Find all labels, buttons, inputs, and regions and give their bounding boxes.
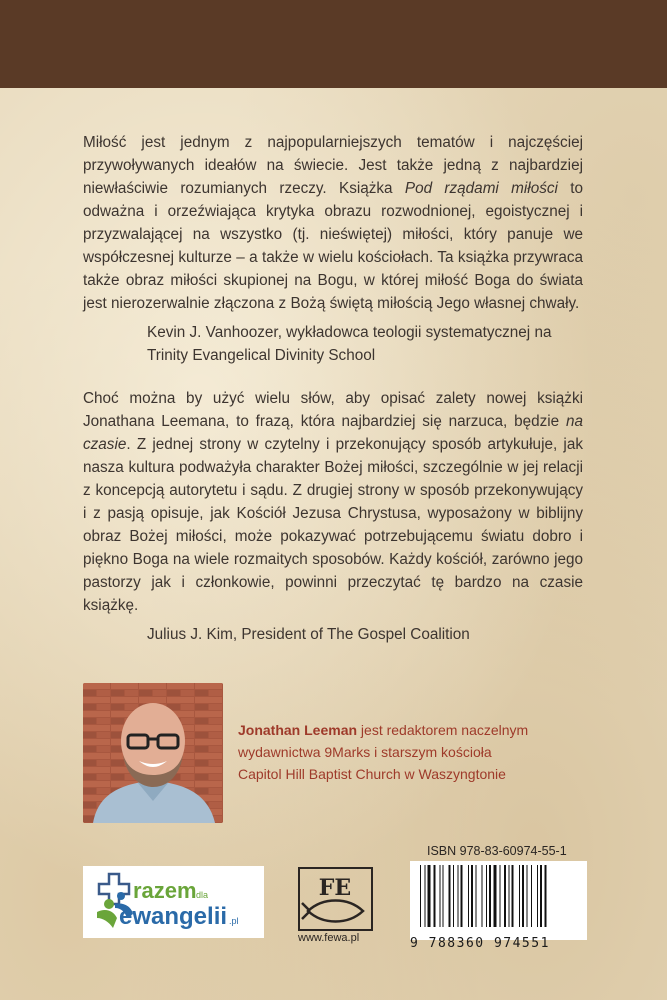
barcode-bar bbox=[449, 865, 451, 927]
barcode-bar bbox=[428, 865, 431, 927]
barcode-bar bbox=[489, 865, 491, 927]
logo-word-razem: razem bbox=[133, 878, 197, 903]
endorsement-kim bbox=[83, 387, 583, 646]
endorsement-attribution bbox=[147, 623, 583, 646]
logo-word-dla: dla bbox=[196, 890, 209, 900]
endorser-description: , wykładowca teologii systematycznej na Trinity Evangelical Divinity School bbox=[147, 324, 552, 364]
barcode-bar bbox=[468, 865, 469, 927]
barcode-bar bbox=[540, 865, 542, 927]
endorsement-vanhoozer bbox=[83, 131, 583, 367]
barcode-bar bbox=[440, 865, 441, 927]
barcode-bar bbox=[527, 865, 528, 927]
isbn-barcode-digits: 9 788360 974551 bbox=[410, 936, 550, 951]
barcode-bar bbox=[545, 865, 547, 927]
fewa-logo-letters: FE bbox=[318, 875, 352, 901]
fewa-url: www.fewa.pl bbox=[298, 932, 360, 944]
barcode-bar bbox=[509, 865, 510, 927]
barcode-bar bbox=[425, 865, 426, 927]
author-name: Jonathan Leeman bbox=[238, 722, 358, 738]
endorser-name: Kevin J. Vanhoozer bbox=[147, 324, 278, 341]
fewa-logo bbox=[298, 867, 373, 931]
author-photo bbox=[83, 683, 223, 823]
barcode-bar bbox=[537, 865, 538, 927]
barcode-bar bbox=[476, 865, 477, 927]
logo-suffix: .pl bbox=[229, 916, 239, 926]
barcode-bar bbox=[504, 865, 506, 927]
barcode-bar bbox=[458, 865, 459, 927]
endorsement-text: Miłość jest jednym z najpopularniejszych tematów i najczęściej przywoływanych ideałów na świecie. Jest także jedną z najbardziej niewłaściwie rozumianych rzeczy. Książka Pod rządami miłości to odważna i orzeźwiająca krytyka obrazu rozwodnionej, egoistycznej i przyzwalającej na wszystko (tj. nieświętej) miłości, który panuje we współczesnej kulturze – a także w wielu kościołach. Ta książka przywraca także obraz miłości skupionej na Bogu, w której miłość Boga do świata jest nierozerwalnie złączona z Bożą świętą miłością Jego własnej chwały. bbox=[83, 134, 583, 312]
book-title-italic: Pod rządami miłości bbox=[404, 180, 558, 197]
logo-word-ewangelii: ewangelii bbox=[119, 903, 228, 930]
barcode-bar bbox=[420, 865, 421, 927]
barcode-bar bbox=[519, 865, 520, 927]
endorser-name: Julius J. Kim bbox=[147, 626, 233, 643]
author-bio bbox=[238, 719, 538, 785]
barcode-bar bbox=[461, 865, 463, 927]
barcode-bar bbox=[453, 865, 454, 927]
barcode-bar bbox=[522, 865, 524, 927]
barcode-bar bbox=[512, 865, 514, 927]
barcode-bar bbox=[443, 865, 444, 927]
barcode-bar bbox=[500, 865, 501, 927]
barcode-bar bbox=[471, 865, 473, 927]
barcode-bar bbox=[494, 865, 497, 927]
isbn-barcode bbox=[410, 861, 587, 940]
barcode-bar bbox=[482, 865, 483, 927]
barcode-bar bbox=[434, 865, 436, 927]
isbn-label: ISBN 978-83-60974-55-1 bbox=[427, 844, 567, 858]
endorsement-attribution bbox=[147, 321, 583, 367]
barcode-bar bbox=[486, 865, 487, 927]
top-color-band bbox=[0, 0, 667, 88]
barcode-bar bbox=[531, 865, 532, 927]
emphasis-italic: na czasie bbox=[83, 413, 583, 453]
endorsement-text: Choć można by użyć wielu słów, aby opisać zalety nowej książki Jonathana Leemana, to frazą, która najbardziej się narzuca, będzie na czasie. Z jednej strony w czytelny i przekonujący sposób artykułuje, jak nasza kultura podważyła charakter Bożej miłości, szczególnie w jej relacji z koncepcją autorytetu i sądu. Z drugiej strony w sposób przekonywujący i z pasją opisuje, jak Kościół Jezusa Chrystusa, wyposażony w biblijny obraz Bożej miłości, może pokazywać potrzebującemu światu dobro i piękno Boga na wiele rozmaitych sposobów. Każdy kościół, zarówno jego pastorzy jak i członkowie, powinni przeczytać tę bardzo na czasie książkę. bbox=[83, 390, 583, 614]
endorser-description: , President of The Gospel Coalition bbox=[232, 626, 470, 643]
razem-dla-ewangelii-logo bbox=[83, 866, 264, 938]
author-bio-text: jest redaktorem naczelnym wydawnictwa 9Marks i starszym kościoła Capitol Hill Baptist Church w Waszyngtonie bbox=[238, 722, 529, 782]
